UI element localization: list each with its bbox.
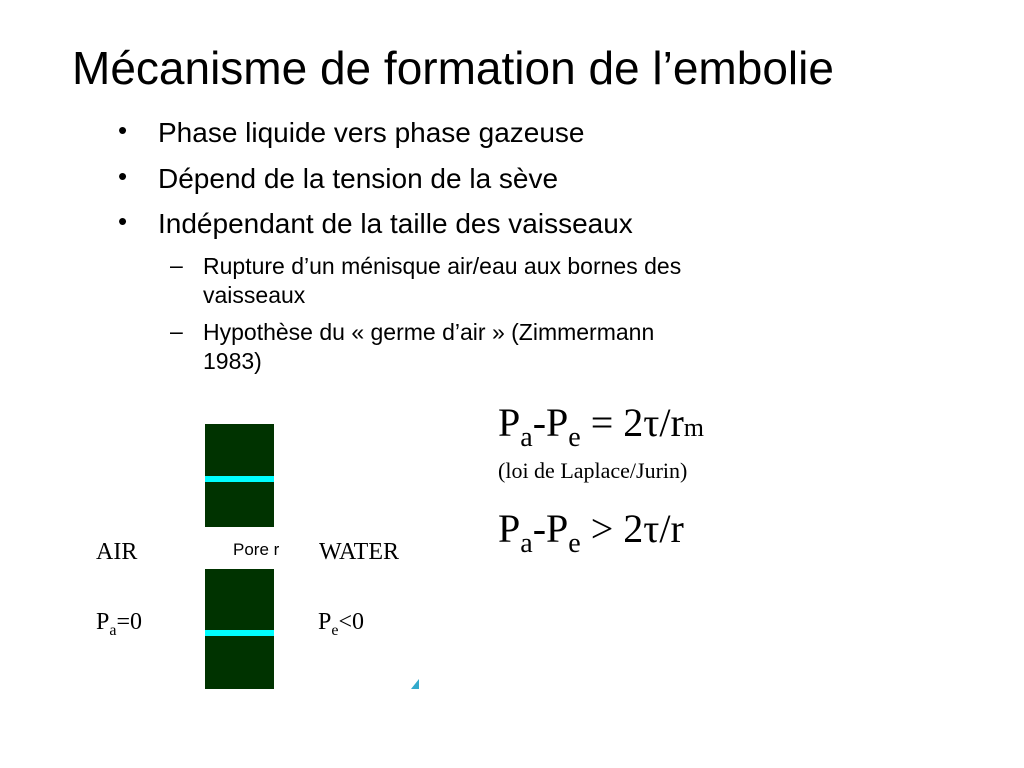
air-pressure-label: $P_a=0$ — [96, 609, 143, 639]
corner-marker-icon — [410, 678, 420, 690]
sub-bullet-text: Hypothèse du « germe d’air » (Zimmermann — [203, 319, 655, 345]
bullet-text: Dépend de la tension de la sève — [158, 163, 559, 194]
vessel-wall-bottom — [205, 569, 274, 689]
bullet-marker: • — [118, 206, 128, 236]
embolism-condition-equation: $P_a-P_e > 2\tau/r$ — [498, 506, 684, 559]
bullet-marker: • — [118, 115, 128, 145]
sub-bullet-marker: – — [170, 252, 183, 278]
water-pressure-label: $P_e<0$ — [318, 609, 365, 639]
meniscus-bottom — [205, 630, 274, 636]
air-label: AIR — [96, 539, 138, 565]
bullet-text: Indépendant de la taille des vaisseaux — [158, 208, 633, 239]
laplace-equation: $P_a-P_e = 2\tau/rm$ — [498, 400, 705, 453]
sub-bullet-marker: – — [170, 318, 183, 344]
slide-title: Mécanisme de formation de l’embolie — [72, 42, 834, 94]
sub-bullet-text-cont: 1983) — [203, 348, 262, 374]
water-label: WATER — [319, 539, 399, 565]
sub-bullet-text: Rupture d’un ménisque air/eau aux bornes des — [203, 253, 682, 279]
bullet-text: Phase liquide vers phase gazeuse — [158, 117, 585, 148]
sub-bullet-text-cont: vaisseaux — [203, 282, 306, 308]
bullet-marker: • — [118, 161, 128, 191]
laplace-law-caption: (loi de Laplace/Jurin) — [498, 458, 688, 483]
meniscus-top — [205, 476, 274, 482]
pore-label: Pore r — [233, 540, 280, 559]
